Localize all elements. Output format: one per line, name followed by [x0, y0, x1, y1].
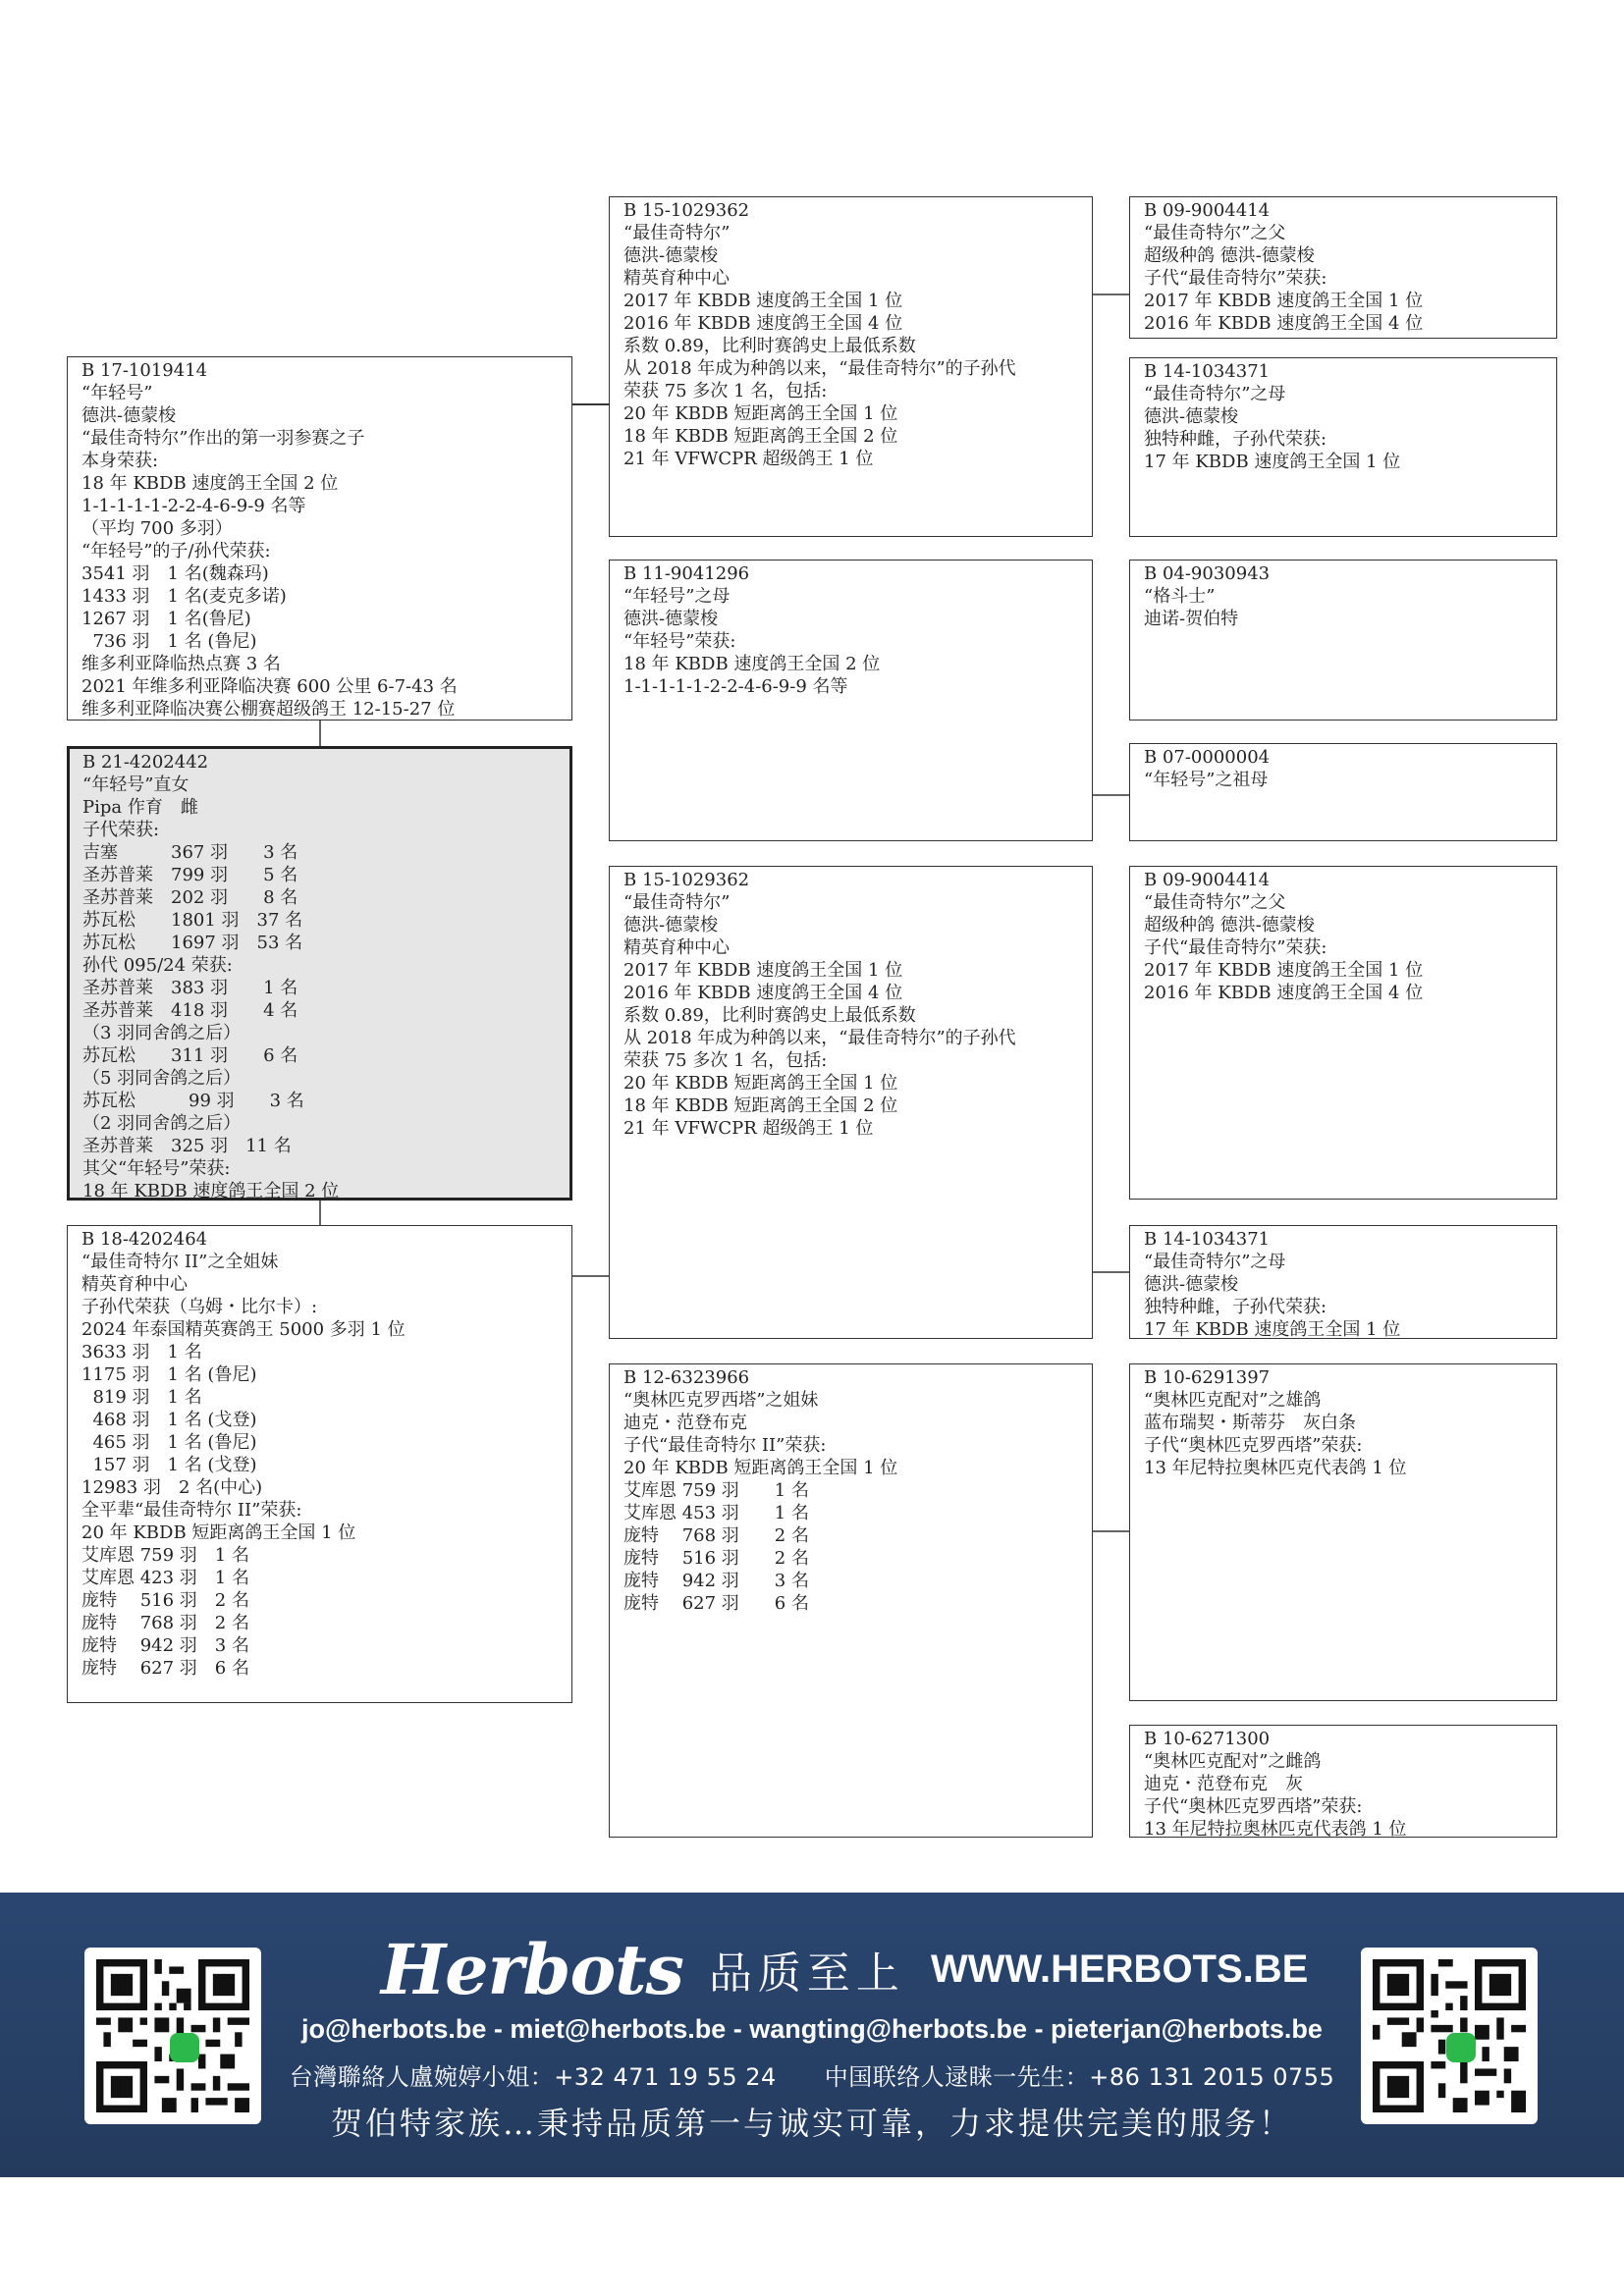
- pedigree-line: 庞特 768 羽 2 名: [81, 1613, 249, 1633]
- pedigree-line: 超级种鸽 德洪-德蒙梭: [1144, 245, 1315, 266]
- pedigree-line: 德洪-德蒙梭: [81, 405, 177, 426]
- pedigree-line: 157 羽 1 名 (戈登): [81, 1455, 257, 1475]
- pedigree-line: 庞特 768 羽 2 名: [623, 1525, 809, 1546]
- pedigree-line: “最佳奇特尔”之母: [1144, 1252, 1286, 1272]
- dam-sire-text: [623, 869, 1086, 1140]
- pedigree-line: 精英育种中心: [81, 1274, 188, 1295]
- ring-number: B 21-4202442: [82, 752, 209, 773]
- subject-text: [82, 751, 564, 1201]
- pedigree-line: 庞特 942 羽 3 名: [623, 1571, 809, 1591]
- pedigree-line: “年轻号”之祖母: [1144, 770, 1269, 790]
- pedigree-line: “年轻号”: [81, 383, 153, 403]
- pedigree-line: 迪克・范登布克: [623, 1413, 747, 1433]
- ring-number: B 12-6323966: [623, 1367, 750, 1388]
- pedigree-line: 17 年 KBDB 速度鸽王全国 1 位: [1144, 452, 1401, 472]
- pedigree-line: 20 年 KBDB 短距离鸽王全国 1 位: [623, 403, 898, 424]
- ring-number: B 14-1034371: [1144, 361, 1271, 382]
- great-grandparent-5-text: [1144, 869, 1550, 1004]
- ring-number: B 09-9004414: [1144, 870, 1271, 890]
- pedigree-line: 子代“最佳奇特尔”荣获:: [1144, 937, 1327, 958]
- pedigree-line: 艾库恩 759 羽 1 名: [623, 1480, 809, 1501]
- pedigree-line: 2017 年 KBDB 速度鸽王全国 1 位: [623, 291, 903, 311]
- pedigree-line: 精英育种中心: [623, 937, 730, 958]
- ring-number: B 14-1034371: [1144, 1229, 1271, 1250]
- pedigree-line: 荣获 75 多次 1 名，包括:: [623, 381, 828, 401]
- pedigree-line: 2016 年 KBDB 速度鸽王全国 4 位: [1144, 313, 1424, 334]
- sire-box: [67, 356, 572, 721]
- pedigree-line: 子代“奥林匹克罗西塔”荣获:: [1144, 1435, 1363, 1456]
- great-grandparent-7-text: [1144, 1366, 1550, 1479]
- pedigree-line: Pipa 作育 雌: [82, 797, 198, 818]
- wechat-icon: [1446, 2033, 1476, 2062]
- pedigree-line: 736 羽 1 名 (鲁尼): [81, 631, 257, 652]
- pedigree-line: 21 年 VFWCPR 超级鸽王 1 位: [623, 1118, 874, 1139]
- ring-number: B 04-9030943: [1144, 563, 1271, 584]
- pedigree-line: “奥林匹克罗西塔”之姐妹: [623, 1390, 819, 1411]
- pedigree-line: 圣苏普莱 325 羽 11 名: [82, 1136, 292, 1156]
- pedigree-line: （2 羽同舍鸽之后）: [82, 1113, 242, 1134]
- pedigree-line: 18 年 KBDB 短距离鸽王全国 2 位: [623, 426, 898, 447]
- great-grandparent-4-box: [1129, 743, 1557, 841]
- pedigree-line: “最佳奇特尔 II”之全姐妹: [81, 1252, 279, 1272]
- footer-banner: [0, 1893, 1624, 2177]
- great-grandparent-2-box: [1129, 357, 1557, 537]
- pedigree-line: 3633 羽 1 名: [81, 1342, 202, 1362]
- great-grandparent-1-text: [1144, 199, 1550, 335]
- pedigree-line: 18 年 KBDB 短距离鸽王全国 2 位: [623, 1095, 898, 1116]
- pedigree-line: 20 年 KBDB 短距离鸽王全国 1 位: [623, 1458, 898, 1478]
- contact-phones: 台灣聯絡人盧婉婷小姐：+32 471 19 55 24 中国联络人逯睐一先生：+86 131 2015 0755: [289, 2063, 1335, 2091]
- pedigree-line: 德洪-德蒙梭: [623, 609, 719, 629]
- pedigree-line: 20 年 KBDB 短距离鸽王全国 1 位: [623, 1073, 898, 1094]
- dam-dam-box: [609, 1363, 1093, 1838]
- wechat-qr-code[interactable]: [1361, 1948, 1538, 2124]
- pedigree-line: 21 年 VFWCPR 超级鸽王 1 位: [623, 449, 874, 469]
- ring-number: B 07-0000004: [1144, 747, 1271, 768]
- pedigree-line: 3541 羽 1 名(魏森玛): [81, 563, 269, 584]
- pedigree-line: （平均 700 多羽）: [81, 518, 233, 539]
- ring-number: B 11-9041296: [623, 563, 750, 584]
- ring-number: B 09-9004414: [1144, 200, 1271, 221]
- pedigree-line: 精英育种中心: [623, 268, 730, 289]
- pedigree-line: “最佳奇特尔”之母: [1144, 384, 1286, 404]
- pedigree-line: 系数 0.89，比利时赛鸽史上最低系数: [623, 1005, 916, 1026]
- pedigree-line: “奥林匹克配对”之雌鸽: [1144, 1751, 1322, 1772]
- ring-number: B 10-6271300: [1144, 1729, 1271, 1749]
- sire-dam-box: [609, 560, 1093, 841]
- pedigree-line: “奥林匹克配对”之雄鸽: [1144, 1390, 1322, 1411]
- pedigree-line: 子代“最佳奇特尔 II”荣获:: [623, 1435, 827, 1456]
- dam-text: [81, 1228, 566, 1680]
- pedigree-line: 468 羽 1 名 (戈登): [81, 1410, 257, 1430]
- pedigree-line: 圣苏普莱 418 羽 4 名: [82, 1000, 298, 1021]
- pedigree-line: 2016 年 KBDB 速度鸽王全国 4 位: [623, 983, 903, 1003]
- pedigree-line: “最佳奇特尔”之父: [1144, 892, 1286, 913]
- sire-sire-text: [623, 199, 1086, 470]
- pedigree-line: “年轻号”的子/孙代荣获:: [81, 541, 271, 561]
- pedigree-line: 独特种雌，子孙代荣获:: [1144, 1297, 1327, 1317]
- great-grandparent-7-box: [1129, 1363, 1557, 1701]
- pedigree-line: “年轻号”荣获:: [623, 631, 736, 652]
- pedigree-line: 子孙代荣获（乌姆・比尔卡）:: [81, 1297, 318, 1317]
- great-grandparent-8-box: [1129, 1725, 1557, 1838]
- brand-row: [381, 1930, 1308, 2008]
- pedigree-line: 庞特 942 羽 3 名: [81, 1635, 249, 1656]
- sire-dam-text: [623, 562, 1086, 698]
- pedigree-line: 荣获 75 多次 1 名，包括:: [623, 1050, 828, 1071]
- ring-number: B 10-6291397: [1144, 1367, 1271, 1388]
- pedigree-line: 1175 羽 1 名 (鲁尼): [81, 1364, 257, 1385]
- pedigree-line: 2017 年 KBDB 速度鸽王全国 1 位: [1144, 960, 1424, 981]
- pedigree-line: 465 羽 1 名 (鲁尼): [81, 1432, 257, 1453]
- subject-box: [67, 746, 572, 1201]
- pedigree-line: 20 年 KBDB 短距离鸽王全国 1 位: [81, 1522, 356, 1543]
- pedigree-line: “格斗士”: [1144, 586, 1216, 607]
- pedigree-line: 从 2018 年成为种鸽以来，“最佳奇特尔”的子孙代: [623, 358, 1016, 379]
- pedigree-line: 庞特 627 羽 6 名: [623, 1593, 809, 1614]
- pedigree-line: “最佳奇特尔”作出的第一羽参赛之子: [81, 428, 365, 449]
- pedigree-line: 圣苏普莱 202 羽 8 名: [82, 887, 298, 908]
- ring-number: B 17-1019414: [81, 360, 208, 381]
- herbots-logo: Herbots: [381, 1928, 683, 2010]
- pedigree-line: 苏瓦松 99 羽 3 名: [82, 1091, 304, 1111]
- email-addresses[interactable]: jo@herbots.be - miet@herbots.be - wangting@herbots.be - pieterjan@herbots.be: [301, 2014, 1323, 2044]
- pedigree-line: 2021 年维多利亚降临决赛 600 公里 6-7-43 名: [81, 676, 458, 697]
- tagline: 贺伯特家族…秉持品质第一与诚实可靠，力求提供完美的服务！: [330, 2105, 1293, 2142]
- pedigree-line: （5 羽同舍鸽之后）: [82, 1068, 242, 1089]
- pedigree-line: 独特种雌，子孙代荣获:: [1144, 429, 1327, 450]
- sire-sire-box: [609, 196, 1093, 537]
- ring-number: B 18-4202464: [81, 1229, 208, 1250]
- pedigree-line: 迪诺-贺伯特: [1144, 609, 1239, 629]
- pedigree-line: 艾库恩 453 羽 1 名: [623, 1503, 809, 1523]
- great-grandparent-3-text: [1144, 562, 1550, 630]
- pedigree-line: “年轻号”之母: [623, 586, 731, 607]
- great-grandparent-4-text: [1144, 746, 1550, 791]
- pedigree-line: 12983 羽 2 名(中心): [81, 1477, 263, 1498]
- pedigree-line: 孙代 095/24 荣获:: [82, 955, 233, 976]
- pedigree-line: 本身荣获:: [81, 451, 159, 471]
- great-grandparent-2-text: [1144, 360, 1550, 473]
- pedigree-line: 庞特 516 羽 2 名: [81, 1590, 249, 1611]
- dam-dam-text: [623, 1366, 1086, 1615]
- pedigree-line: 圣苏普莱 383 羽 1 名: [82, 978, 298, 998]
- pedigree-line: 全平辈“最佳奇特尔 II”荣获:: [81, 1500, 302, 1521]
- pedigree-line: 2017 年 KBDB 速度鸽王全国 1 位: [1144, 291, 1424, 311]
- pedigree-line: 艾库恩 423 羽 1 名: [81, 1568, 249, 1588]
- pedigree-line: 从 2018 年成为种鸽以来，“最佳奇特尔”的子孙代: [623, 1028, 1016, 1048]
- pedigree-line: 德洪-德蒙梭: [1144, 406, 1239, 427]
- pedigree-line: 2016 年 KBDB 速度鸽王全国 4 位: [623, 313, 903, 334]
- pedigree-line: 2016 年 KBDB 速度鸽王全国 4 位: [1144, 983, 1424, 1003]
- pedigree-line: 迪克・范登布克 灰: [1144, 1774, 1303, 1794]
- pedigree-line: 子代“奥林匹克罗西塔”荣获:: [1144, 1796, 1363, 1817]
- pedigree-line: 维多利亚降临热点赛 3 名: [81, 654, 281, 674]
- slogan: 品质至上: [708, 1949, 905, 1999]
- pedigree-line: 苏瓦松 311 羽 6 名: [82, 1045, 298, 1066]
- pedigree-line: 子代“最佳奇特尔”荣获:: [1144, 268, 1327, 289]
- pedigree-line: 庞特 627 羽 6 名: [81, 1658, 249, 1679]
- pedigree-line: 德洪-德蒙梭: [623, 915, 719, 935]
- pedigree-line: 蓝布瑞契・斯蒂芬 灰白条: [1144, 1413, 1356, 1433]
- pedigree-line: “最佳奇特尔”: [623, 892, 731, 913]
- pedigree-line: 2017 年 KBDB 速度鸽王全国 1 位: [623, 960, 903, 981]
- pedigree-line: 德洪-德蒙梭: [623, 245, 719, 266]
- great-grandparent-8-text: [1144, 1728, 1550, 1838]
- pedigree-line: 圣苏普莱 799 羽 5 名: [82, 865, 298, 885]
- pedigree-line: “年轻号”直女: [82, 774, 189, 795]
- pedigree-line: 13 年尼特拉奥林匹克代表鸽 1 位: [1144, 1819, 1407, 1838]
- great-grandparent-6-box: [1129, 1225, 1557, 1339]
- great-grandparent-1-box: [1129, 196, 1557, 339]
- pedigree-line: 1-1-1-1-1-2-2-4-6-9-9 名等: [623, 676, 848, 697]
- pedigree-line: 18 年 KBDB 速度鸽王全国 2 位: [81, 473, 339, 494]
- ring-number: B 15-1029362: [623, 200, 750, 221]
- dam-box: [67, 1225, 572, 1703]
- ring-number: B 15-1029362: [623, 870, 750, 890]
- pedigree-line: 艾库恩 759 羽 1 名: [81, 1545, 249, 1566]
- pedigree-line: “最佳奇特尔”: [623, 223, 731, 243]
- pedigree-line: 18 年 KBDB 速度鸽王全国 2 位: [623, 654, 881, 674]
- pedigree-line: 庞特 516 羽 2 名: [623, 1548, 809, 1569]
- pedigree-line: 1267 羽 1 名(鲁尼): [81, 609, 251, 629]
- sire-text: [81, 359, 566, 721]
- pedigree-line: 1433 羽 1 名(麦克多诺): [81, 586, 287, 607]
- pedigree-line: 子代荣获:: [82, 820, 160, 840]
- pedigree-line: 17 年 KBDB 速度鸽王全国 1 位: [1144, 1319, 1401, 1339]
- pedigree-line: 超级种鸽 德洪-德蒙梭: [1144, 915, 1315, 935]
- pedigree-line: 德洪-德蒙梭: [1144, 1274, 1239, 1295]
- pedigree-line: 13 年尼特拉奥林匹克代表鸽 1 位: [1144, 1458, 1407, 1478]
- pedigree-line: 苏瓦松 1697 羽 53 名: [82, 933, 303, 953]
- pedigree-line: 维多利亚降临决赛公棚赛超级鸽王 12-15-27 位: [81, 699, 456, 720]
- pedigree-line: 苏瓦松 1801 羽 37 名: [82, 910, 303, 931]
- pedigree-line: 其父“年轻号”荣获:: [82, 1158, 231, 1179]
- pedigree-line: “最佳奇特尔”之父: [1144, 223, 1286, 243]
- pedigree-line: 819 羽 1 名: [81, 1387, 202, 1408]
- pedigree-line: 2024 年泰国精英赛鸽王 5000 多羽 1 位: [81, 1319, 406, 1340]
- pedigree-line: 吉塞 367 羽 3 名: [82, 842, 298, 863]
- pedigree-line: （3 羽同舍鸽之后）: [82, 1023, 242, 1043]
- website-link[interactable]: WWW.HERBOTS.BE: [930, 1947, 1309, 1991]
- pedigree-line: 1-1-1-1-1-2-2-4-6-9-9 名等: [81, 496, 306, 516]
- great-grandparent-5-box: [1129, 866, 1557, 1200]
- pedigree-line: 18 年 KBDB 速度鸽王全国 2 位: [82, 1181, 340, 1201]
- great-grandparent-3-box: [1129, 560, 1557, 721]
- great-grandparent-6-text: [1144, 1228, 1550, 1339]
- pedigree-line: 系数 0.89，比利时赛鸽史上最低系数: [623, 336, 916, 356]
- dam-sire-box: [609, 866, 1093, 1339]
